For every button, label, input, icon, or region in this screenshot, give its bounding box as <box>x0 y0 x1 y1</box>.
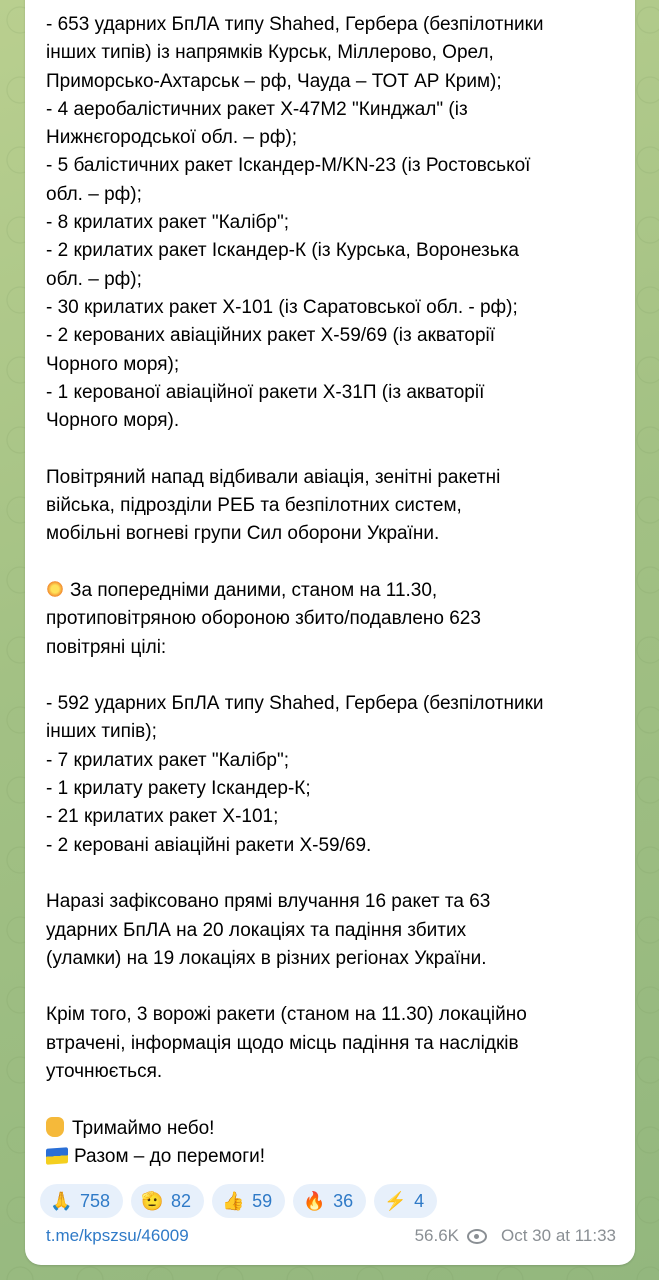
message-line <box>46 1030 626 1058</box>
message-line <box>46 124 626 152</box>
message-line <box>46 832 626 860</box>
message-line <box>46 520 626 548</box>
line-text: Нижнєгородської обл. – рф); <box>46 127 298 149</box>
message-line <box>46 237 626 265</box>
line-text: - 653 ударних БпЛА типу Shahed, Гербера (безпілотники <box>46 14 544 35</box>
message-line <box>46 152 626 180</box>
message-line <box>46 351 626 379</box>
line-text: війська, підрозділи РЕБ та безпілотних систем, <box>46 495 462 517</box>
message-line <box>46 718 626 746</box>
message-footer <box>46 1226 616 1252</box>
line-text: Приморсько-Ахтарськ – рф, Чауда – ТОТ АР Крим); <box>46 70 502 92</box>
message-line <box>46 1058 626 1086</box>
collision-icon <box>46 580 64 598</box>
line-text: (уламки) на 19 локаціях в різних регіонах України. <box>46 947 487 969</box>
message-line <box>46 96 626 124</box>
raised-fist-icon <box>46 1117 64 1137</box>
post-link[interactable]: t.me/kpszsu/46009 <box>46 1226 189 1245</box>
blank-line <box>46 860 626 888</box>
line-text: протиповітряною обороною збито/подавлено 623 <box>46 608 481 630</box>
line-text: Крім того, 3 ворожі ракети (станом на 11.30) локаційно <box>46 1004 527 1026</box>
eye-icon <box>467 1229 487 1244</box>
message-line <box>46 690 626 718</box>
line-text: мобільні вогневі групи Сил оборони України. <box>46 523 440 545</box>
message-line <box>46 803 626 831</box>
line-text: - 5 балістичних ракет Іскандер-М/KN-23 (із Ростовської <box>46 155 531 177</box>
line-text: - 4 аеробалістичних ракет Х-47М2 "Кинджал" (із <box>46 98 468 120</box>
reaction-count: 59 <box>252 1190 273 1211</box>
reaction-count: 4 <box>414 1190 425 1211</box>
reaction-lightning[interactable] <box>374 1184 437 1218</box>
message-line <box>46 492 626 520</box>
blank-line <box>46 1086 626 1114</box>
line-text: - 592 ударних БпЛА типу Shahed, Гербера (безпілотники <box>46 693 544 715</box>
line-text: Тримаймо небо! <box>72 1117 215 1139</box>
line-text: обл. – рф); <box>46 183 142 205</box>
line-text: уточнюється. <box>46 1060 163 1082</box>
line-text: повітряні цілі: <box>46 636 167 658</box>
salute-icon: 🫡 <box>141 1190 164 1211</box>
message-line <box>46 407 626 435</box>
line-text: За попередніми даними, станом на 11.30, <box>70 579 438 601</box>
blank-line <box>46 549 626 577</box>
line-text: - 2 керованих авіаційних ракет Х-59/69 (із акваторії <box>46 325 496 347</box>
message-line <box>46 775 626 803</box>
view-count: 56.6K <box>414 1226 460 1245</box>
line-text: Наразі зафіксовано прямі влучання 16 ракет та 63 <box>46 891 491 913</box>
message-line <box>46 577 626 605</box>
message-line <box>46 634 626 662</box>
message-line <box>46 294 626 322</box>
line-text: інших типів) із напрямків Курськ, Міллерово, Орел, <box>46 42 494 64</box>
message-line <box>46 266 626 294</box>
message-line <box>46 379 626 407</box>
timestamp: Oct 30 at 11:33 <box>501 1226 616 1245</box>
line-text: інших типів); <box>46 721 157 743</box>
reaction-thumbs-up[interactable] <box>212 1184 285 1218</box>
line-text: - 8 крилатих ракет "Калібр"; <box>46 212 290 234</box>
message-line <box>46 605 626 633</box>
line-text: - 21 крилатих ракет Х-101; <box>46 806 279 828</box>
message-line <box>46 39 626 67</box>
message-line <box>46 1001 626 1029</box>
message-text <box>46 11 626 1171</box>
fire-icon: 🔥 <box>303 1190 326 1211</box>
message-line <box>46 11 626 39</box>
pray-icon: 🙏 <box>50 1190 73 1211</box>
line-text: - 7 крилатих ракет "Калібр"; <box>46 749 290 771</box>
line-text: - 2 крилатих ракет Іскандер-К (із Курська, Воронезька <box>46 240 519 262</box>
thumbs-up-icon: 👍 <box>222 1190 245 1211</box>
message-line <box>46 1143 626 1171</box>
blank-line <box>46 435 626 463</box>
reaction-salute[interactable] <box>131 1184 204 1218</box>
message-line <box>46 917 626 945</box>
reactions-bar <box>40 1184 437 1218</box>
message-line <box>46 1115 626 1143</box>
message-line <box>46 322 626 350</box>
lightning-icon: ⚡ <box>384 1190 407 1211</box>
message-line <box>46 68 626 96</box>
reaction-count: 36 <box>333 1190 354 1211</box>
message-line <box>46 181 626 209</box>
message-line <box>46 209 626 237</box>
line-text: - 30 крилатих ракет Х-101 (із Саратовської обл. - рф); <box>46 296 518 318</box>
line-text: - 2 керовані авіаційні ракети Х-59/69. <box>46 834 372 856</box>
line-text: втрачені, інформація щодо місць падіння та наслідків <box>46 1032 519 1054</box>
line-text: Разом – до перемоги! <box>74 1145 266 1167</box>
line-text: - 1 крилату ракету Іскандер-К; <box>46 778 311 800</box>
line-text: Повітряний напад відбивали авіація, зенітні ракетні <box>46 466 501 488</box>
message-line <box>46 747 626 775</box>
line-text: ударних БпЛА на 20 локаціях та падіння збитих <box>46 919 467 941</box>
message-line <box>46 888 626 916</box>
line-text: - 1 керованої авіаційної ракети Х-31П (із акваторії <box>46 381 485 403</box>
ukraine-flag-icon <box>46 1147 68 1165</box>
reaction-count: 758 <box>80 1190 111 1211</box>
reaction-count: 82 <box>171 1190 192 1211</box>
message-line <box>46 945 626 973</box>
line-text: Чорного моря); <box>46 353 180 375</box>
blank-line <box>46 973 626 1001</box>
reaction-pray[interactable] <box>40 1184 123 1218</box>
line-text: Чорного моря). <box>46 410 180 432</box>
message-line <box>46 464 626 492</box>
reaction-fire[interactable] <box>293 1184 366 1218</box>
blank-line <box>46 662 626 690</box>
line-text: обл. – рф); <box>46 268 142 290</box>
